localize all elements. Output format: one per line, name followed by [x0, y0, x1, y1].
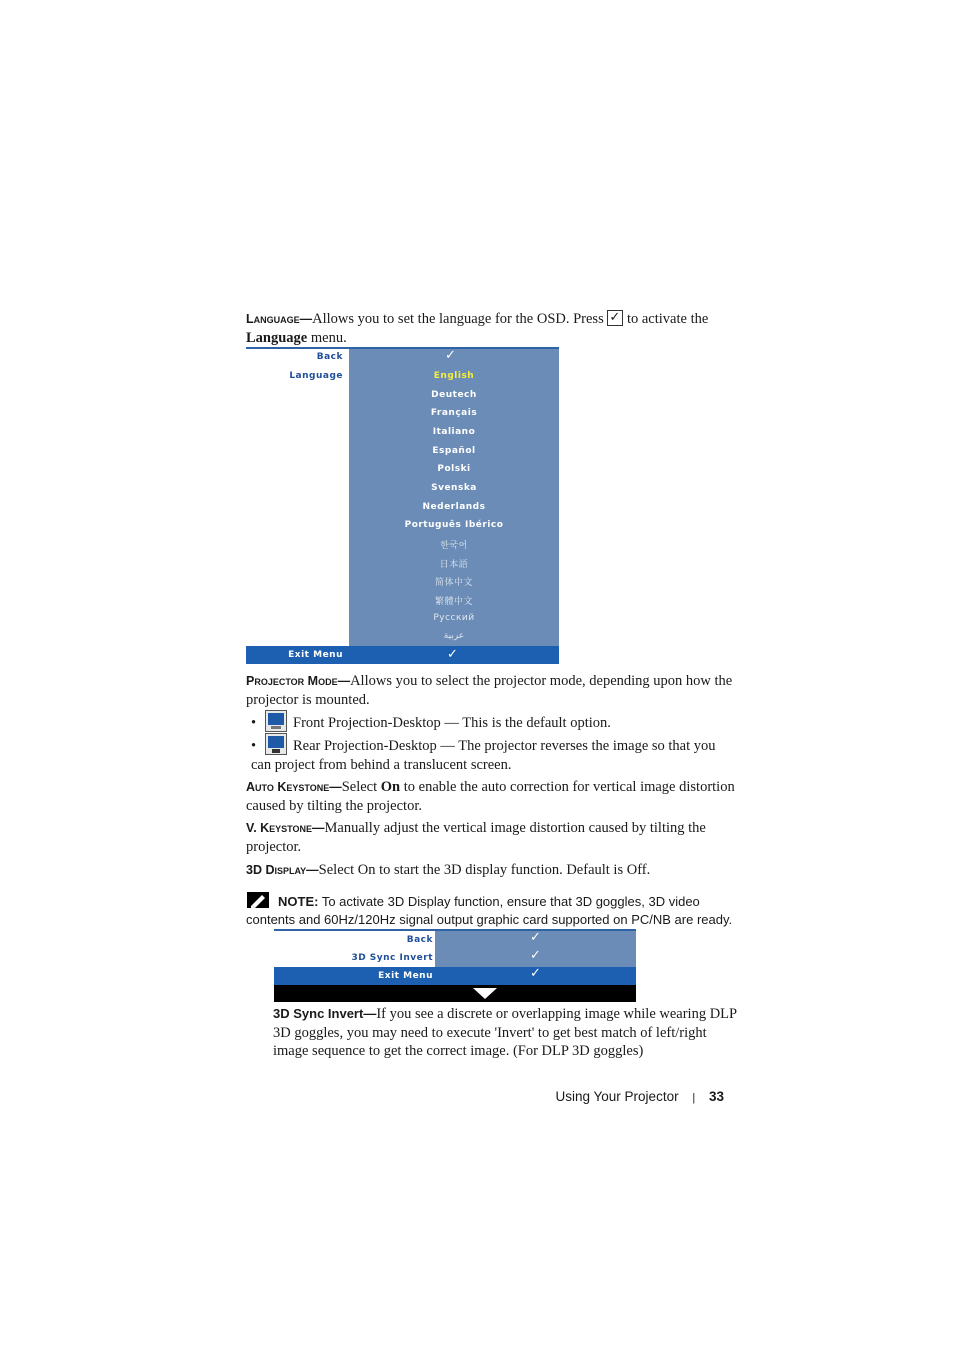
projector-mode-heading: Projector Mode—: [246, 674, 351, 688]
osd-language-menu: [246, 347, 559, 664]
language-option[interactable]: 日本語: [439, 560, 469, 570]
language-option[interactable]: Español: [432, 446, 476, 456]
language-option[interactable]: Русский: [433, 613, 475, 623]
language-option[interactable]: 繁體中文: [434, 597, 473, 607]
language-menu-bold: Language: [246, 329, 308, 346]
3d-sync-invert-menu-item[interactable]: 3D Sync Invert: [351, 953, 433, 963]
language-option[interactable]: 简体中文: [434, 578, 473, 588]
bullet-text: Rear Projection-Desktop — The projector reverses the image so that you can project from behind a translucent screen.: [251, 738, 716, 773]
sync-invert-heading: 3D Sync Invert—: [273, 1006, 377, 1021]
exit-menu-item[interactable]: Exit Menu: [288, 650, 343, 660]
osd-3d-menu: [274, 929, 636, 1002]
3d-display-text: Select On to start the 3D display function. Default is Off.: [318, 862, 651, 878]
projector-mode-paragraph: [246, 672, 736, 709]
language-paragraph: [246, 310, 736, 347]
language-option[interactable]: English: [433, 371, 475, 381]
note-label: NOTE:: [278, 894, 319, 909]
auto-keystone-heading: Auto Keystone—: [246, 780, 342, 794]
bullet-text: Front Projection-Desktop — This is the default option.: [293, 715, 611, 731]
auto-keystone-paragraph: [246, 778, 736, 815]
projector-mode-bullet: • Rear Projection-Desktop — The projector reverses the image so that you can project from behind a translucent screen.: [251, 733, 736, 774]
enter-button-icon: [607, 310, 623, 326]
3d-display-heading: 3D Display—: [246, 863, 319, 877]
3d-display-paragraph: [246, 861, 736, 880]
v-keystone-heading: V. Keystone—: [246, 821, 325, 835]
language-menu-item[interactable]: Language: [289, 371, 343, 381]
language-heading: Language—: [246, 312, 313, 326]
back-menu-item[interactable]: Back: [406, 935, 433, 945]
v-keystone-paragraph: [246, 819, 736, 856]
footer-section-title: Using Your Projector: [555, 1089, 679, 1104]
back-check-icon: ✓: [530, 930, 541, 945]
front-projection-desktop-icon: [265, 710, 287, 732]
footer-separator: |: [692, 1092, 696, 1104]
auto-keystone-text-after: to enable the auto correction for vertical image distortion caused by tilting the projector.: [246, 779, 735, 814]
down-arrow-icon[interactable]: [473, 988, 497, 1000]
language-option[interactable]: Polski: [437, 464, 471, 474]
language-option[interactable]: Italiano: [432, 427, 476, 437]
language-option[interactable]: 한국어: [440, 541, 468, 551]
sync-invert-text: If you see a discrete or overlapping image while wearing DLP 3D goggles, you may need to execute 'Invert' to get best match of left/right image sequence to get the correct image. (For DLP 3D goggles): [273, 1006, 737, 1059]
exit-check-icon: ✓: [447, 647, 458, 662]
language-text-after: to activate the: [626, 311, 709, 327]
language-text-before: Allows you to set the language for the OSD. Press: [312, 311, 604, 327]
language-menu-text: menu.: [310, 329, 347, 346]
back-menu-item[interactable]: Back: [316, 352, 343, 362]
language-option[interactable]: عربية: [443, 631, 465, 641]
projector-mode-text: Allows you to select the projector mode, depending upon how the projector is mounted.: [246, 673, 733, 708]
sync-check-icon: ✓: [530, 948, 541, 963]
back-check-icon: ✓: [445, 348, 456, 363]
sync-invert-paragraph: [273, 1005, 738, 1061]
language-option[interactable]: Nederlands: [422, 502, 486, 512]
exit-check-icon: ✓: [530, 966, 541, 981]
pencil-note-icon: [246, 891, 270, 909]
auto-keystone-text-before: Select: [341, 779, 378, 795]
projector-mode-bullet: • Front Projection-Desktop — This is the default option.: [251, 710, 736, 733]
language-option[interactable]: Svenska: [431, 483, 477, 493]
language-option[interactable]: Deutech: [431, 390, 477, 400]
page-number: 33: [708, 1089, 724, 1104]
language-option[interactable]: Français: [430, 408, 478, 418]
rear-projection-desktop-icon: [265, 733, 287, 755]
v-keystone-text: Manually adjust the vertical image distortion caused by tilting the projector.: [246, 820, 706, 855]
note-block: [246, 891, 736, 929]
scroll-down-bar[interactable]: [274, 985, 636, 1002]
language-option[interactable]: Português Ibérico: [404, 520, 504, 530]
exit-menu-item[interactable]: Exit Menu: [378, 971, 433, 981]
note-text: To activate 3D Display function, ensure that 3D goggles, 3D video contents and 60Hz/120Hz signal output graphic card supported on PC/NB are ready.: [246, 894, 733, 927]
auto-keystone-on: On: [380, 779, 401, 795]
page-footer: [520, 1089, 724, 1104]
